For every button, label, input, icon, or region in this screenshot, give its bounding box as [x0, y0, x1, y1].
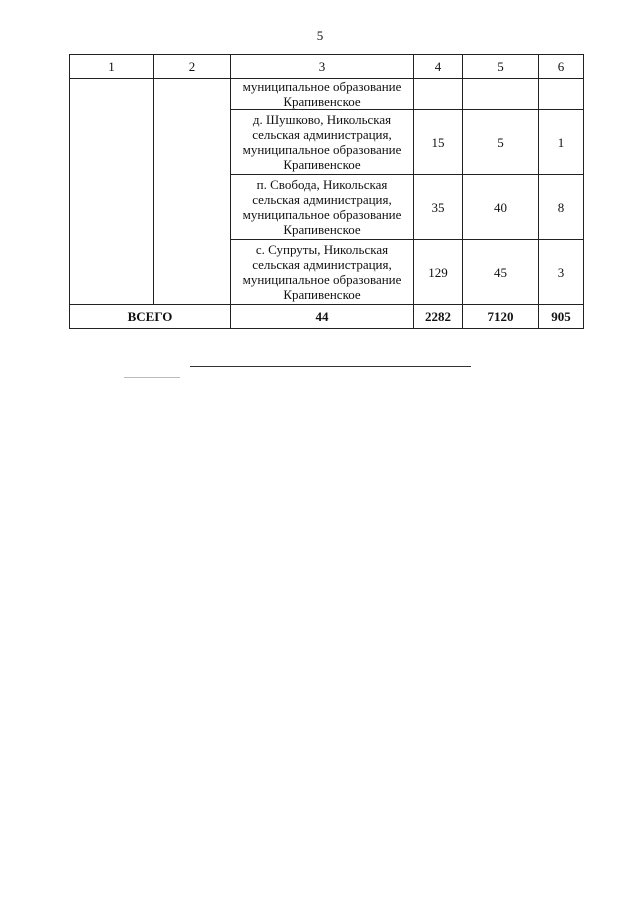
value-cell-6: 1 [539, 110, 584, 175]
value-cell-6 [539, 79, 584, 110]
merged-cell-col1 [70, 79, 154, 305]
value-cell-4: 129 [414, 240, 463, 305]
header-cell-6: 6 [539, 55, 584, 79]
scan-speck [124, 377, 180, 378]
header-cell-3: 3 [231, 55, 414, 79]
value-cell-4: 35 [414, 175, 463, 240]
place-cell: д. Шушково, Никольская сельская администрация, муниципальное образование Крапивенское [231, 110, 414, 175]
value-cell-5 [463, 79, 539, 110]
separator-line [190, 366, 471, 367]
place-cell: муниципальное образование Крапивенское [231, 79, 414, 110]
header-cell-4: 4 [414, 55, 463, 79]
value-cell-5: 5 [463, 110, 539, 175]
merged-cell-col2 [154, 79, 231, 305]
place-cell: с. Супруты, Никольская сельская администрация, муниципальное образование Крапивенское [231, 240, 414, 305]
total-cell-3: 44 [231, 305, 414, 329]
place-cell: п. Свобода, Никольская сельская администрация, муниципальное образование Крапивенское [231, 175, 414, 240]
header-cell-5: 5 [463, 55, 539, 79]
header-cell-2: 2 [154, 55, 231, 79]
total-label: ВСЕГО [70, 305, 231, 329]
value-cell-5: 40 [463, 175, 539, 240]
total-row [70, 305, 584, 329]
page-number: 5 [316, 28, 324, 43]
value-cell-5: 45 [463, 240, 539, 305]
value-cell-6: 8 [539, 175, 584, 240]
header-row [70, 55, 584, 79]
header-cell-1: 1 [70, 55, 154, 79]
value-cell-4 [414, 79, 463, 110]
settlements-table [69, 54, 584, 329]
total-cell-4: 2282 [414, 305, 463, 329]
total-cell-5: 7120 [463, 305, 539, 329]
total-cell-6: 905 [539, 305, 584, 329]
table-row [70, 79, 584, 110]
value-cell-4: 15 [414, 110, 463, 175]
value-cell-6: 3 [539, 240, 584, 305]
